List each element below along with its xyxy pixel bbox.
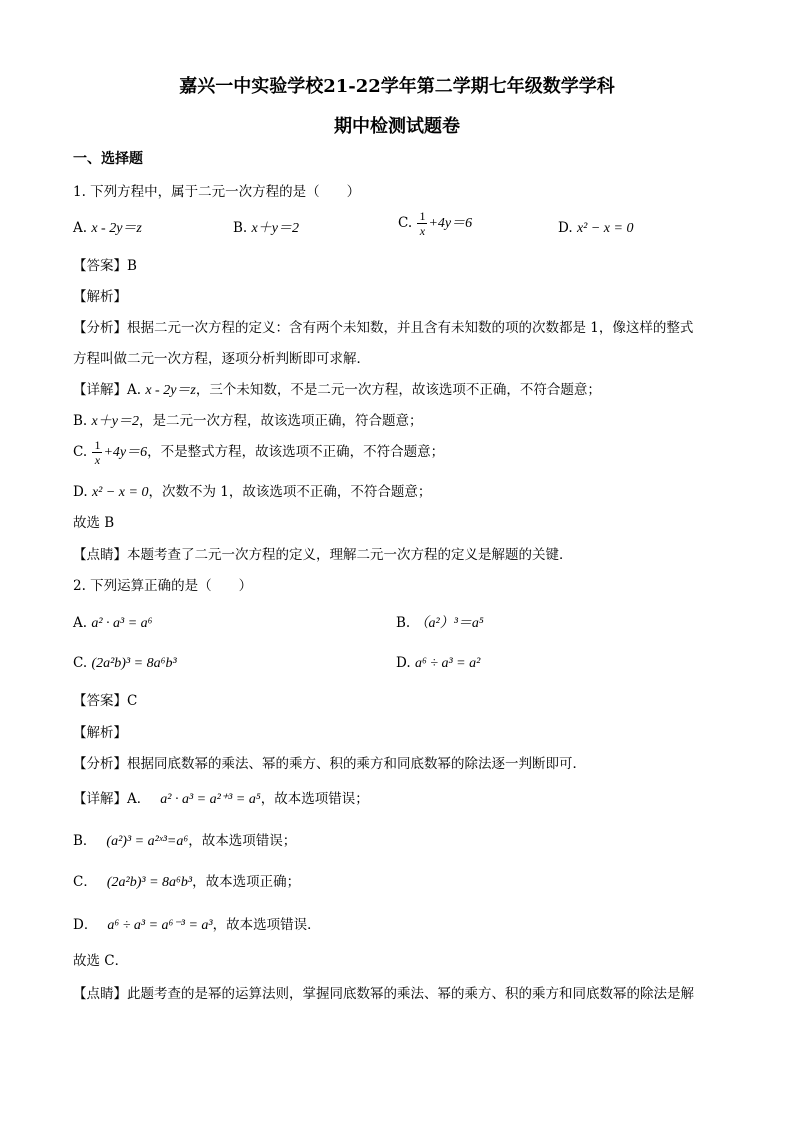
- q2-detail-b-text: ，故本选项错误；: [188, 833, 297, 849]
- q2-option-d-expr: a⁶ ÷ a³ = a²: [414, 656, 481, 671]
- q1-detail-b: [73, 412, 422, 431]
- q1-detail-c: [73, 438, 444, 467]
- q1-option-d-label: D.: [558, 220, 577, 236]
- q1-option-d-expr: x² − x = 0: [576, 221, 634, 236]
- q1-option-c-numerator: 1: [419, 209, 426, 223]
- q1-detail-a-text: ，三个未知数，不是二元一次方程，故该选项不正确，不符合题意；: [195, 382, 601, 398]
- q1-option-c: [398, 209, 472, 238]
- q2-detail-a: [73, 790, 369, 809]
- q1-fenxi-line1: 【分析】根据二元一次方程的定义：含有两个未知数，并且含有未知数的项的次数都是 1，像这样的整式: [73, 320, 694, 336]
- q2-detail-a-prefix: 【详解】A．: [73, 791, 151, 807]
- q2-stem: 2. 下列运算正确的是（ ）: [73, 578, 253, 594]
- q2-detail-c-prefix: C．: [73, 874, 97, 890]
- q1-detail-b-expr: x＋y＝2: [91, 414, 139, 429]
- q2-detail-b-expr: (a²)³ = a²ˣ³=a⁶: [106, 834, 189, 849]
- q2-option-a-label: A.: [73, 615, 92, 631]
- q2-detail-a-text: ，故本选项错误；: [260, 791, 369, 807]
- q1-option-b-label: B.: [233, 220, 252, 236]
- q2-detail-d-prefix: D．: [73, 917, 98, 933]
- q1-detail-d-text: ，次数不为 1，故该选项不正确，不符合题意；: [148, 484, 432, 500]
- q1-detail-d-prefix: D.: [73, 484, 92, 500]
- q1-option-b: [233, 219, 299, 238]
- q1-detail-d: [73, 483, 431, 502]
- q2-option-c-expr: (2a²b)³ = 8a⁶b³: [91, 656, 177, 671]
- q1-detail-c-fraction: [92, 438, 102, 467]
- q1-choose: 故选 B: [73, 515, 115, 531]
- q2-choose: 故选 C．: [73, 953, 129, 969]
- q2-option-d-label: D.: [396, 655, 415, 671]
- q2-option-b-expr: （a²）³＝a⁵: [414, 616, 484, 631]
- q1-detail-a-prefix: 【详解】A.: [73, 382, 146, 398]
- q1-stem: 1. 下列方程中，属于二元一次方程的是（ ）: [73, 184, 361, 200]
- q1-detail-c-denominator: x: [94, 453, 101, 467]
- q2-detail-d-text: ，故本选项错误．: [212, 917, 321, 933]
- q1-fenxi-line2: 方程叫做二元一次方程，逐项分析判断即可求解．: [73, 351, 370, 367]
- q2-detail-c: [73, 873, 300, 892]
- q1-detail-c-numerator: 1: [94, 438, 101, 452]
- q2-detail-d: [73, 916, 321, 935]
- q2-option-b-label: B.: [396, 615, 415, 631]
- q1-detail-d-expr: x² − x = 0: [91, 485, 149, 500]
- q2-option-a: [73, 614, 153, 633]
- q1-dianjing: 【点睛】本题考查了二元一次方程的定义，理解二元一次方程的定义是解题的关键．: [73, 547, 573, 563]
- document-subtitle: 期中检测试题卷: [334, 116, 460, 137]
- q1-option-c-label: C.: [398, 215, 417, 231]
- q2-analysis-title: 【解析】: [73, 725, 127, 741]
- q1-option-d: [558, 219, 633, 238]
- q1-option-b-expr: x＋y＝2: [251, 221, 299, 236]
- q2-answer: 【答案】C: [73, 693, 138, 709]
- q1-option-c-denominator: x: [419, 224, 426, 238]
- q2-option-c-label: C.: [73, 655, 92, 671]
- q2-fenxi: 【分析】根据同底数幂的乘法、幂的乘方、积的乘方和同底数幂的除法逐一判断即可．: [73, 756, 586, 772]
- q2-detail-c-text: ，故本选项正确；: [192, 874, 301, 890]
- q1-detail-b-text: ，是二元一次方程，故该选项正确，符合题意；: [138, 413, 423, 429]
- q1-option-a-label: A.: [73, 220, 92, 236]
- q2-detail-c-expr: (2a²b)³ = 8a⁶b³: [106, 875, 193, 890]
- q1-option-c-fraction: [417, 209, 427, 238]
- q2-dianjing: 【点睛】此题考查的是幂的运算法则，掌握同底数幂的乘法、幂的乘方、积的乘方和同底数幂的除法是解: [73, 986, 694, 1002]
- q2-detail-b: [73, 832, 296, 851]
- q2-detail-d-expr: a⁶ ÷ a³ = a⁶⁻³ = a³: [107, 918, 213, 933]
- q1-detail-c-prefix: C.: [73, 444, 92, 460]
- q2-option-b: [396, 614, 484, 633]
- q1-detail-b-prefix: B.: [73, 413, 92, 429]
- q2-option-d: [396, 654, 480, 673]
- q1-detail-a-expr: x - 2y＝z: [145, 383, 196, 398]
- section-heading: 一、选择题: [73, 151, 143, 167]
- q1-option-a-expr: x - 2y＝z: [91, 221, 142, 236]
- q2-option-a-expr: a² · a³ = a⁶: [91, 616, 153, 631]
- document-title: 嘉兴一中实验学校21-22学年第二学期七年级数学学科: [179, 76, 615, 97]
- q1-option-a: [73, 219, 142, 238]
- q1-option-c-rest: +4y＝6: [428, 216, 473, 231]
- q1-answer: 【答案】B: [73, 258, 137, 274]
- q1-detail-c-expr: +4y＝6: [103, 445, 148, 460]
- q1-analysis-title: 【解析】: [73, 289, 127, 305]
- q1-detail-a: [73, 381, 601, 400]
- q2-detail-a-expr: a² · a³ = a²⁺³ = a⁵: [160, 792, 261, 807]
- q1-detail-c-text: ，不是整式方程，故该选项不正确，不符合题意；: [147, 444, 445, 460]
- q2-option-c: [73, 654, 177, 673]
- q2-detail-b-prefix: B．: [73, 833, 97, 849]
